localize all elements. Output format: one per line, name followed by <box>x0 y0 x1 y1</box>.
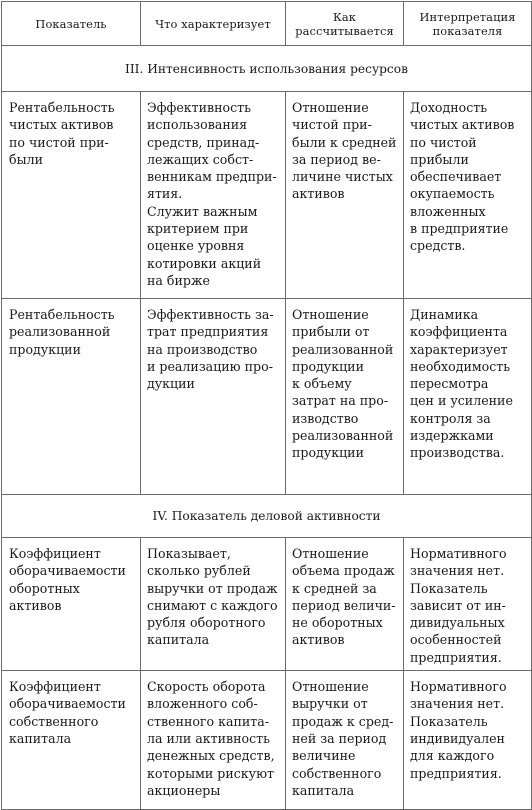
indicator-cell: Коэффициент оборачиваемости оборотных активов <box>2 538 141 671</box>
section-header-row <box>2 46 532 92</box>
indicator-cell: Рентабельность реализованной продукции <box>2 299 141 495</box>
calculation-cell: Отношение выручки от продаж к сред- ней за период величине собственного капитала <box>286 671 404 810</box>
header-calculation: Как рассчитывается <box>286 2 404 46</box>
header-indicator: Показатель <box>2 2 141 46</box>
indicator-cell: Рентабельность чистых активов по чистой при- были <box>2 92 141 299</box>
characterizes-cell: Скорость оборота вложенного соб- ственного капита- ла или активность денежных средств, которыми рискуют акционеры <box>141 671 286 810</box>
header-interpretation: Интерпретация показателя <box>404 2 532 46</box>
calculation-cell: Отношение чистой при- были к средней за период ве- личине чистых активов <box>286 92 404 299</box>
interpretation-cell: Динамика коэффициента характеризует необходимость пересмотра цен и усиление контроля за издержками производства. <box>404 299 532 495</box>
interpretation-cell: Нормативного значения нет. Показатель зависит от ин- дивидуальных особенностей предприятия. <box>404 538 532 671</box>
table-header-row <box>2 2 532 46</box>
indicators-table <box>1 1 532 810</box>
section-title: IV. Показатель деловой активности <box>2 495 532 538</box>
section-title: III. Интенсивность использования ресурсов <box>2 46 532 92</box>
characterizes-cell: Эффективность использования средств, принад- лежащих собст- венникам предпри- ятия. Служит важным критерием при оценке уровня котировки акций на бирже <box>141 92 286 299</box>
section-header-row <box>2 495 532 538</box>
header-characterizes: Что характеризует <box>141 2 286 46</box>
characterizes-cell: Эффективность за- трат предприятия на производство и реализацию про- дукции <box>141 299 286 495</box>
calculation-cell: Отношение объема продаж к средней за период величи- не оборотных активов <box>286 538 404 671</box>
table-row <box>2 92 532 299</box>
table-row <box>2 538 532 671</box>
calculation-cell: Отношение прибыли от реализованной продукции к объему затрат на про- изводство реализованной продукции <box>286 299 404 495</box>
table-row <box>2 299 532 495</box>
interpretation-cell: Нормативного значения нет. Показатель индивидуален для каждого предприятия. <box>404 671 532 810</box>
indicator-cell: Коэффициент оборачиваемости собственного капитала <box>2 671 141 810</box>
characterizes-cell: Показывает, сколько рублей выручки от продаж снимают с каждого рубля оборотного капитала <box>141 538 286 671</box>
interpretation-cell: Доходность чистых активов по чистой прибыли обеспечивает окупаемость вложенных в предприятие средств. <box>404 92 532 299</box>
table-row <box>2 671 532 810</box>
